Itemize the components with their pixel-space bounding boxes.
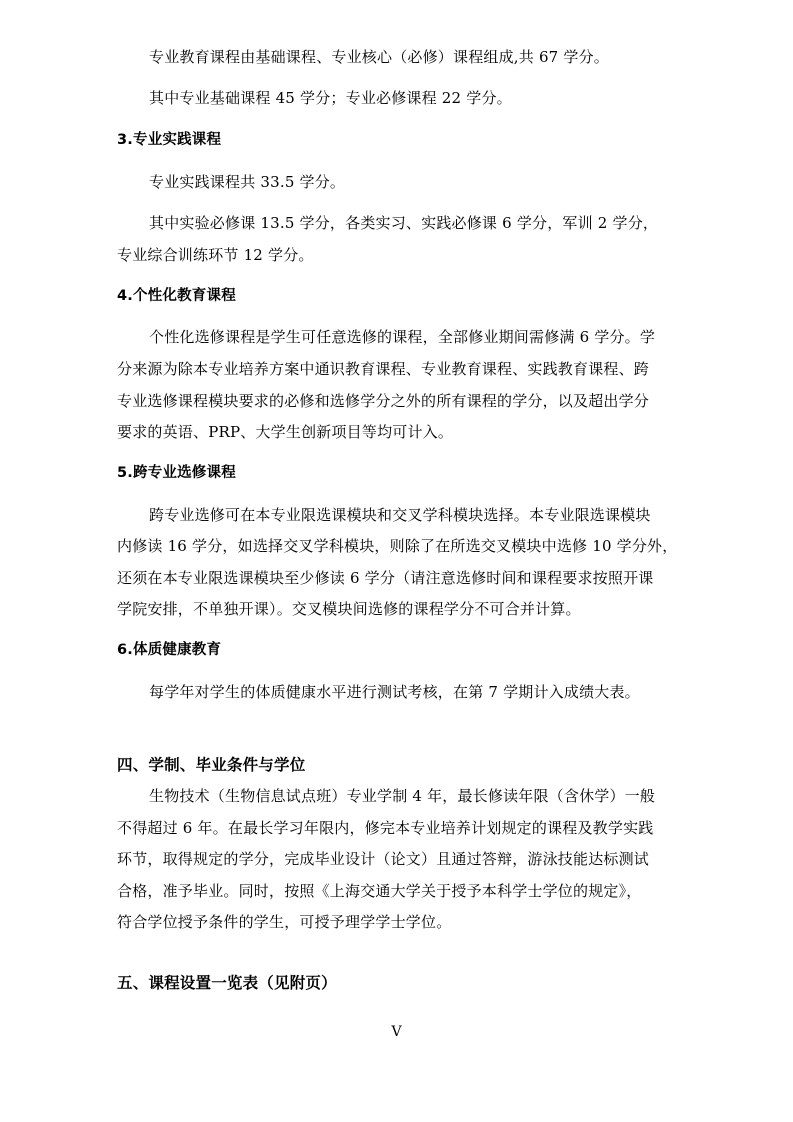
section-6-line-1: 每学年对学生的体质健康水平进行测试考核，在第 7 学期计入成绩大表。 [149, 683, 640, 701]
section-4-line-2: 分来源为除本专业培养方案中通识教育课程、专业教育课程、实践教育课程、跨 [117, 360, 650, 378]
part-four-line-1: 生物技术（生物信息试点班）专业学制 4 年，最长修读年限（含休学）一般 [149, 787, 656, 805]
section-5-line-4: 学院安排，不单独开课）。交叉模块间选修的课程学分不可合并计算。 [117, 600, 581, 618]
section-4-line-3: 专业选修课程模块要求的必修和选修学分之外的所有课程的学分，以及超出学分 [117, 392, 650, 410]
part-four-line-3: 环节，取得规定的学分，完成毕业设计（论文）且通过答辩，游泳技能达标测试 [117, 850, 650, 868]
part-four-line-4: 合格，准予毕业。同时，按照《上海交通大学关于授予本科学士学位的规定》， [117, 882, 642, 900]
section-3-heading: 3.专业实践课程 [117, 132, 222, 148]
section-5-line-2: 内修读 16 学分，如选择交叉学科模块，则除了在所选交叉模块中选修 10 学分外， [117, 537, 678, 555]
part-four-line-2: 不得超过 6 年。在最长学习年限内，修完本专业培养计划规定的课程及教学实践 [117, 819, 654, 837]
section-4-line-1: 个性化选修课程是学生可任意选修的课程，全部修业期间需修满 6 学分。学 [149, 328, 656, 346]
section-3-line-1: 专业实践课程共 33.5 学分。 [149, 173, 346, 191]
section-5-line-3: 还须在本专业限选课模块至少修读 6 学分（请注意选修时间和课程要求按照开课 [117, 569, 654, 587]
page-number: V [391, 1024, 402, 1040]
section-4-heading: 4.个性化教育课程 [117, 288, 236, 304]
professional-education-line-2: 其中专业基础课程 45 学分；专业必修课程 22 学分。 [149, 89, 512, 107]
part-four-line-5: 符合学位授予条件的学生，可授予理学学士学位。 [117, 913, 452, 931]
section-6-heading: 6.体质健康教育 [117, 642, 222, 658]
part-five-heading: 五、课程设置一览表（见附页） [117, 974, 337, 992]
section-3-line-2: 其中实验必修课 13.5 学分，各类实习、实践必修课 6 学分，军训 2 学分， [149, 214, 659, 232]
section-5-line-1: 跨专业选修可在本专业限选课模块和交叉学科模块选择。本专业限选课模块 [149, 506, 651, 524]
section-5-heading: 5.跨专业选修课程 [117, 465, 236, 481]
section-3-line-3: 专业综合训练环节 12 学分。 [117, 246, 314, 264]
part-four-heading: 四、学制、毕业条件与学位 [117, 756, 306, 774]
professional-education-line-1: 专业教育课程由基础课程、专业核心（必修）课程组成,共 67 学分。 [149, 48, 609, 66]
section-4-line-4: 要求的英语、PRP、大学生创新项目等均可计入。 [117, 423, 454, 441]
